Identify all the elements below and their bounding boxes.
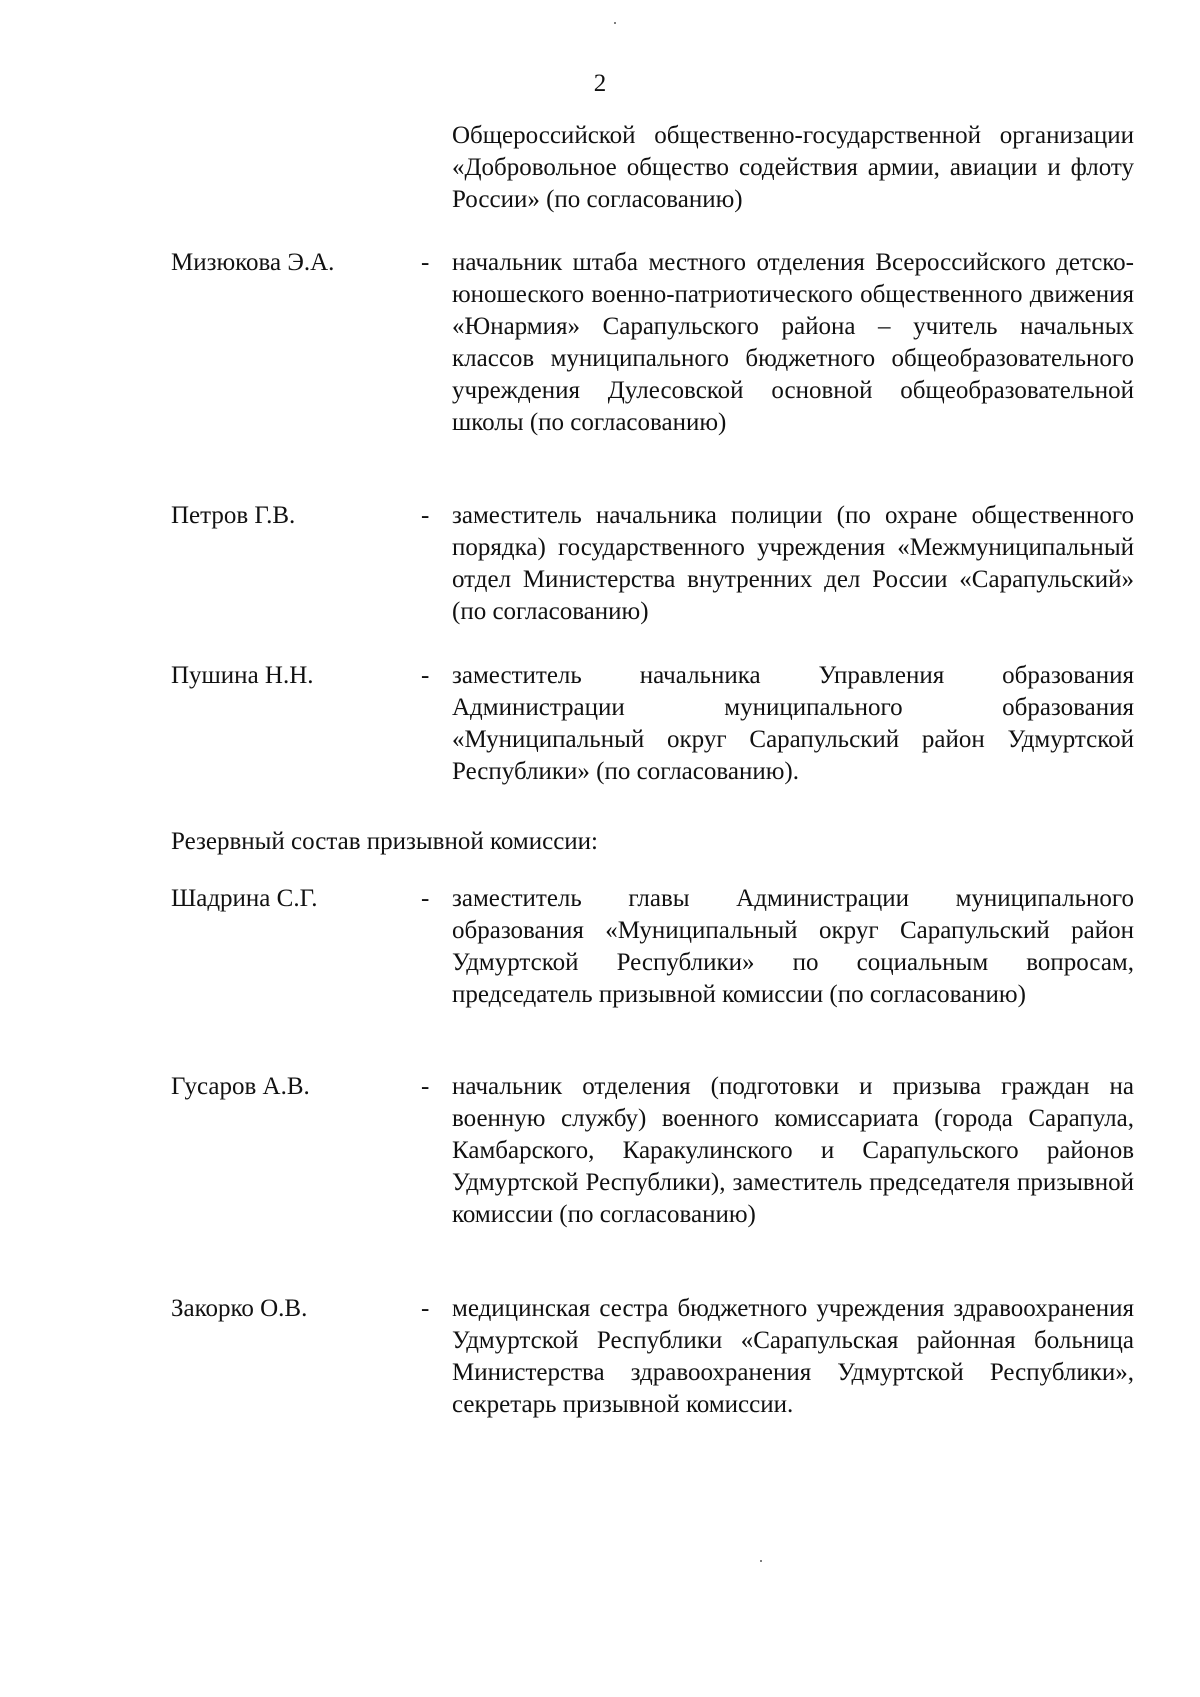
reserve-entry-gusarov (0, 1071, 1200, 1228)
member-entry-mizyukova (0, 247, 1200, 436)
dash-separator: - (421, 662, 430, 689)
page-number: 2 (593, 70, 607, 97)
member-description: заместитель главы Администрации муниципального образования «Муниципальный округ Сарапульский район Удмуртской Республики» по социальным вопросам, председатель призывной комиссии (по согласованию) (452, 885, 1134, 1008)
reserve-entry-shadrina (0, 883, 1200, 1008)
member-name: Закорко О.В. (171, 1295, 308, 1322)
dash-separator: - (421, 502, 430, 529)
dash-separator: - (421, 885, 430, 912)
dash-separator: - (421, 1295, 430, 1322)
member-description: заместитель начальника полиции (по охране общественного порядка) государственного учреждения «Межмуниципальный отдел Министерства внутренних дел России «Сарапульский» (по согласованию) (452, 502, 1134, 625)
dash-separator: - (421, 1073, 430, 1100)
member-description: начальник штаба местного отделения Всероссийского детско-юношеского военно-патриотического общественного движения «Юнармия» Сарапульского района – учитель начальных классов муниципального бюджетного общеобразовательного учреждения Дулесовской основной общеобразовательной школы (по согласованию) (452, 249, 1134, 436)
scan-speck (614, 22, 616, 24)
member-name: Шадрина С.Г. (171, 885, 318, 912)
reserve-entry-zakorko (0, 1293, 1200, 1418)
reserve-heading: Резервный состав призывной комиссии: (171, 828, 598, 855)
continuation-entry (0, 120, 1200, 213)
member-entry-petrov (0, 500, 1200, 625)
member-name: Мизюкова Э.А. (171, 249, 335, 276)
member-name: Гусаров А.В. (171, 1073, 310, 1100)
member-name: Петров Г.В. (171, 502, 296, 529)
member-description: начальник отделения (подготовки и призыва граждан на военную службу) военного комиссариата (города Сарапула, Камбарского, Каракулинского и Сарапульского районов Удмуртской Республики), заместитель председателя призывной комиссии (по согласованию) (452, 1073, 1134, 1228)
continuation-text: Общероссийской общественно-государственной организации «Добровольное общество содействия армии, авиации и флоту России» (по согласованию) (452, 122, 1134, 213)
member-description: медицинская сестра бюджетного учреждения здравоохранения Удмуртской Республики «Сарапульская районная больница Министерства здравоохранения Удмуртской Республики», секретарь призывной комиссии. (452, 1295, 1134, 1418)
member-entry-pushina (0, 660, 1200, 785)
scan-speck (760, 1560, 762, 1562)
dash-separator: - (421, 249, 430, 276)
member-name: Пушина Н.Н. (171, 662, 314, 689)
member-description: заместитель начальника Управления образования Администрации муниципального образования «Муниципальный округ Сарапульский район Удмуртской Республики» (по согласованию). (452, 662, 1134, 785)
